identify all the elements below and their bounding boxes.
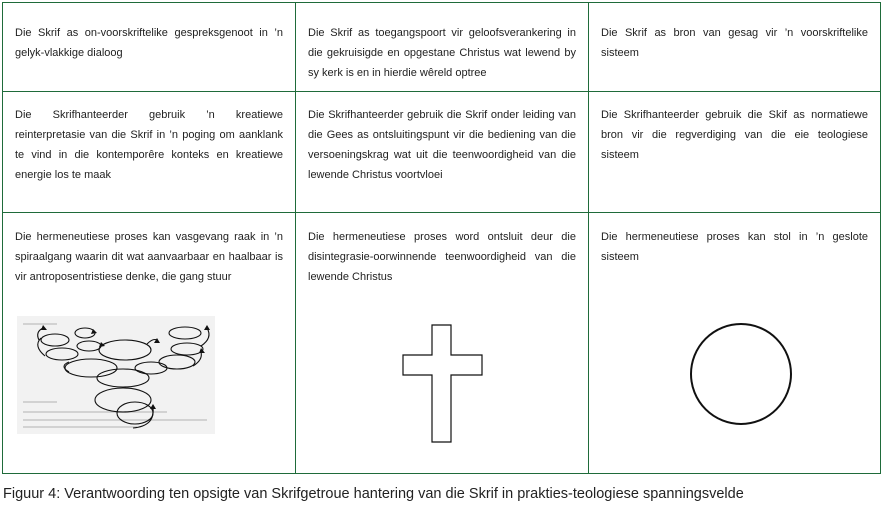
row-divider	[3, 212, 880, 213]
circle-icon	[688, 321, 794, 427]
figure-caption: Figuur 4: Verantwoording ten opsigte van Skrifgetroue hantering van die Skrif in prakties-teologiese spanningsvelde	[3, 486, 744, 502]
cross-icon	[402, 324, 484, 444]
comparison-table	[2, 2, 881, 474]
table-cell-r3-c2: Die hermeneutiese proses word ontsluit deur die disintegrasie-oorwinnende teenwoordigheid van die lewende Christus	[308, 231, 576, 283]
spiral-arrows-icon	[17, 316, 215, 434]
table-cell-r1-c2: Die Skrif as toegangspoort vir geloofsverankering in die gekruisigde en opgestane Christus wat lewend by sy kerk is en in hierdie wêreld optree	[308, 27, 576, 79]
table-cell-r1-c1: Die Skrif as on-voorskriftelike gespreksgenoot in ’n gelyk-vlakkige dialoog	[15, 27, 283, 59]
table-cell-r3-c3: Die hermeneutiese proses kan stol in ’n geslote sisteem	[601, 231, 868, 263]
table-cell-r2-c3: Die Skrifhanteerder gebruik die Skif as normatiewe bron vir die regverdiging van die eie teologiese sisteem	[601, 109, 868, 161]
table-cell-r2-c1: Die Skrifhanteerder gebruik ’n kreatiewe reinterpretasie van die Skrif in ’n poging om aanklank te vind in die kontemporêre konteks en kreatiewe energie los te maak	[15, 109, 283, 181]
table-cell-r1-c3: Die Skrif as bron van gesag vir ’n voorskriftelike sisteem	[601, 27, 868, 59]
table-cell-r3-c1: Die hermeneutiese proses kan vasgevang raak in ’n spiraalgang waarin dit wat aanvaarbaar en haalbaar is vir antroposentristiese denke, die gang stuur	[15, 231, 283, 283]
row-divider	[3, 91, 880, 92]
table-cell-r2-c2: Die Skrifhanteerder gebruik die Skrif onder leiding van die Gees as ontsluitingspunt vir die bediening van die versoeningskrag wat uit die teenwoordigheid van die lewende Christus voortvloei	[308, 109, 576, 181]
